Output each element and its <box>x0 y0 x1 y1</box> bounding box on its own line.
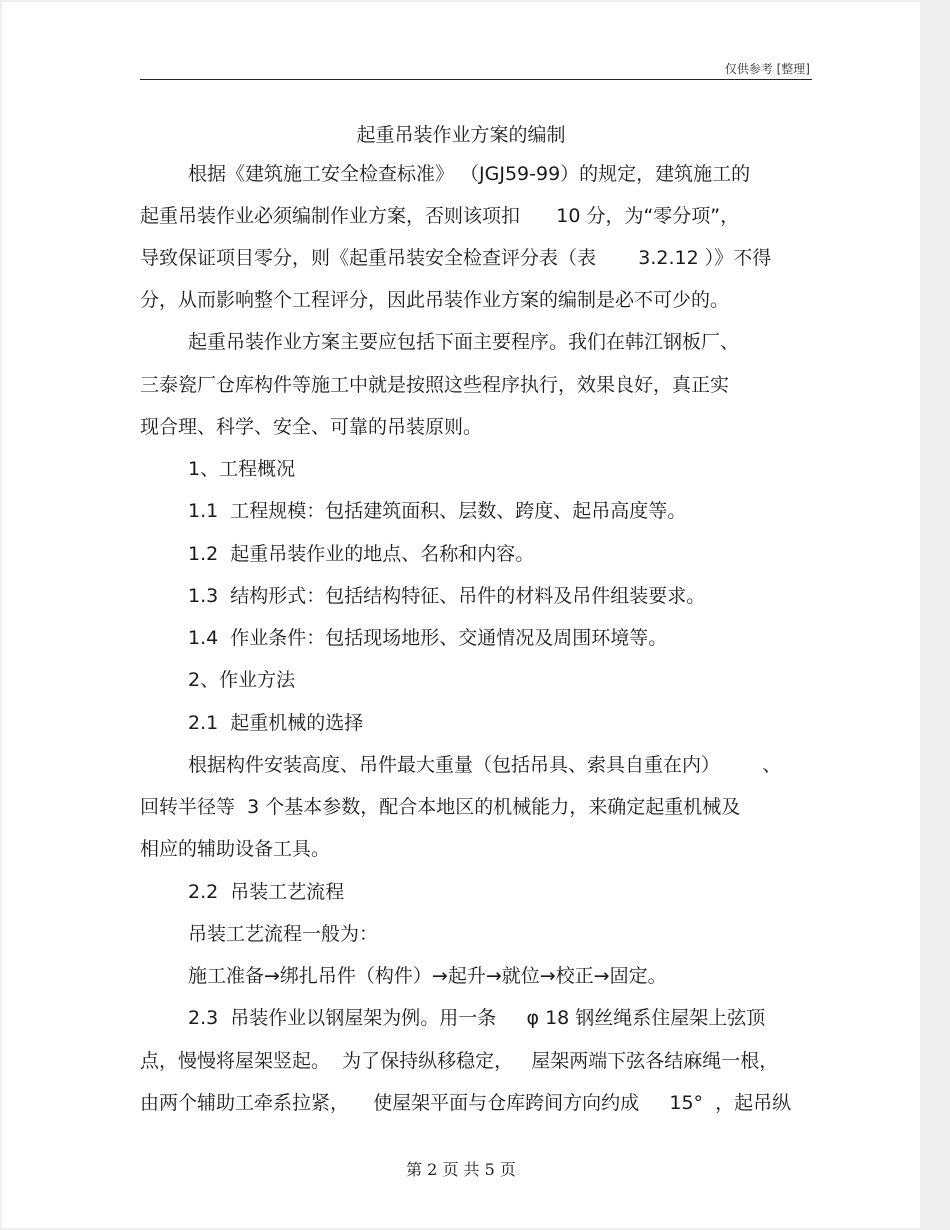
body-line: 2、作业方法 <box>188 669 296 691</box>
body-line: 由两个辅助工牵系拉紧， 使屋架平面与仓库跨间方向约成 15° ，起吊纵 <box>140 1092 792 1114</box>
body-line: 回转半径等 3 个基本参数，配合本地区的机械能力，来确定起重机械及 <box>140 796 741 818</box>
body-line: 2.3 吊装作业以钢屋架为例。用一条 φ 18 钢丝绳系住屋架上弦顶 <box>188 1007 766 1029</box>
body-line: 相应的辅助设备工具。 <box>140 838 331 860</box>
body-line: 吊装工艺流程一般为： <box>188 923 379 945</box>
body-line: 现合理、科学、安全、可靠的吊装原则。 <box>140 416 483 438</box>
body-line: 起重吊装作业必须编制作业方案，否则该项扣 10 分，为“零分项”， <box>140 205 740 227</box>
body-line: 施工准备→绑扎吊件（构件）→起升→就位→校正→固定。 <box>188 965 667 987</box>
body-line: 根据《建筑施工安全检查标准》 （JGJ59-99）的规定，建筑施工的 <box>188 163 751 185</box>
body-line: 导致保证项目零分，则《起重吊装安全检查评分表（表 3.2.12 ）》不得 <box>140 247 772 269</box>
body-line: 1.2 起重吊装作业的地点、名称和内容。 <box>188 543 535 565</box>
body-line: 2.1 起重机械的选择 <box>188 712 364 734</box>
body-line: 点，慢慢将屋架竖起。 为了保持纵移稳定， 屋架两端下弦各结麻绳一根， <box>140 1050 779 1072</box>
body-line: 分，从而影响整个工程评分，因此吊装作业方案的编制是必不可少的。 <box>140 289 730 311</box>
header-note: 仅供参考 [整理] <box>724 62 810 76</box>
body-line: 1.1 工程规模：包括建筑面积、层数、跨度、起吊高度等。 <box>188 500 687 522</box>
body-line: 1.4 作业条件：包括现场地形、交通情况及周围环境等。 <box>188 627 668 649</box>
body-line: 三泰瓷厂仓库构件等施工中就是按照这些程序执行，效果良好，真正实 <box>140 374 730 396</box>
document-title: 起重吊装作业方案的编制 <box>356 124 566 146</box>
body-line: 根据构件安装高度、吊件最大重量（包括吊具、索具自重在内） 、 <box>188 754 782 776</box>
header-divider <box>140 79 812 80</box>
body-line: 1、工程概况 <box>188 458 296 480</box>
page-footer: 第 2 页 共 5 页 <box>406 1160 516 1179</box>
body-line: 起重吊装作业方案主要应包括下面主要程序。我们在韩江钢板厂、 <box>188 331 740 353</box>
body-line: 1.3 结构形式：包括结构特征、吊件的材料及吊件组装要求。 <box>188 585 706 607</box>
document-page <box>2 2 920 1228</box>
body-line: 2.2 吊装工艺流程 <box>188 881 345 903</box>
